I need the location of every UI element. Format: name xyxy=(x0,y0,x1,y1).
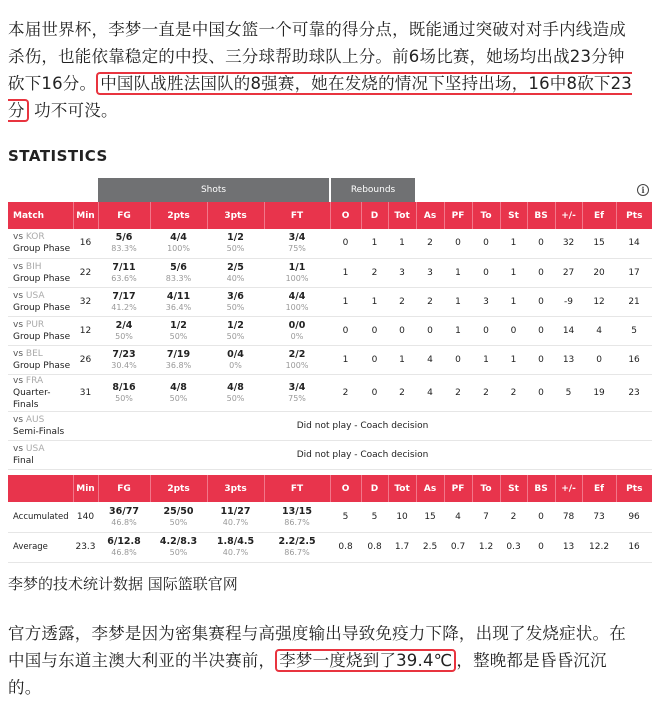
opponent-code: BIH xyxy=(25,261,42,272)
column-header: St xyxy=(500,202,527,229)
shot-made-attempted: 3/4 xyxy=(288,232,306,244)
stat-cell-ef: 73 xyxy=(582,502,616,532)
stat-cell-bs: 0 xyxy=(527,374,555,411)
stat-cell-tot: 1.7 xyxy=(388,532,416,562)
vs-label: vs xyxy=(13,375,24,386)
statistics-table-container xyxy=(8,178,645,557)
shot-cell xyxy=(98,287,150,316)
shot-cell xyxy=(207,316,264,345)
phase-label: Group Phase xyxy=(13,360,71,371)
vs-label: vs xyxy=(13,348,24,359)
opponent-code: KOR xyxy=(25,232,45,243)
stat-cell-tot: 1 xyxy=(388,229,416,258)
stat-cell-ef: 12 xyxy=(582,287,616,316)
minutes-cell: 26 xyxy=(73,345,98,374)
shot-percentage: 0% xyxy=(290,331,304,341)
shot-percentage: 36.4% xyxy=(165,302,192,312)
stat-cell-pts: 96 xyxy=(616,502,652,532)
stat-cell-to: 0 xyxy=(472,258,500,287)
shot-percentage: 36.8% xyxy=(165,360,192,370)
phase-label: Quarter-Finals xyxy=(13,387,51,410)
totals-label: Average xyxy=(8,532,73,562)
minutes-cell: 31 xyxy=(73,374,98,411)
vs-label: vs xyxy=(13,443,24,454)
shot-made-attempted: 0/4 xyxy=(227,348,244,360)
shot-cell xyxy=(98,502,150,532)
stat-cell-pf: 1 xyxy=(444,258,472,287)
game-rows xyxy=(8,229,652,411)
stat-cell-as: 4 xyxy=(416,374,444,411)
phase-label: Semi-Finals xyxy=(13,426,65,437)
shot-made-attempted: 2/5 xyxy=(227,261,244,273)
stat-cell-o: 1 xyxy=(330,258,361,287)
stat-cell-tot: 1 xyxy=(388,345,416,374)
column-header: +/- xyxy=(555,202,582,229)
stat-cell-pts: 14 xyxy=(616,229,652,258)
shot-percentage: 50% xyxy=(226,331,245,341)
shot-made-attempted: 2/2 xyxy=(288,348,306,360)
stat-cell-pts: 23 xyxy=(616,374,652,411)
shot-percentage: 83.3% xyxy=(111,244,137,254)
info-icon[interactable]: i xyxy=(637,184,649,196)
shot-percentage: 75% xyxy=(288,393,306,403)
shot-made-attempted: 36/77 xyxy=(109,505,139,517)
shot-made-attempted: 1/2 xyxy=(227,319,244,331)
group-header-rebounds: Rebounds xyxy=(330,178,416,202)
column-header: Tot xyxy=(388,202,416,229)
shot-made-attempted: 2.2/2.5 xyxy=(278,536,316,547)
shot-made-attempted: 4/8 xyxy=(227,381,244,393)
column-header: Ef xyxy=(582,202,616,229)
paragraph-1-tail: 功不可没。 xyxy=(28,101,118,120)
vs-label: vs xyxy=(13,261,24,272)
stat-cell-pf: 1 xyxy=(444,287,472,316)
totals-row xyxy=(8,532,652,562)
shot-made-attempted: 25/50 xyxy=(163,505,194,517)
column-header: FT xyxy=(264,475,330,502)
shot-percentage: 50% xyxy=(169,548,188,557)
totals-header xyxy=(8,475,652,502)
shot-made-attempted: 2/4 xyxy=(115,319,133,331)
shot-percentage: 50% xyxy=(226,302,245,312)
table-row xyxy=(8,345,652,374)
stat-cell-as: 2.5 xyxy=(416,532,444,562)
stat-cell-pf: 0.7 xyxy=(444,532,472,562)
stat-cell-ef: 12.2 xyxy=(582,532,616,562)
shot-cell xyxy=(150,316,207,345)
stat-cell-bs: 0 xyxy=(527,502,555,532)
shot-cell xyxy=(98,258,150,287)
stat-cell-ef: 4 xyxy=(582,316,616,345)
column-header: Min xyxy=(73,475,98,502)
shot-cell xyxy=(207,287,264,316)
stat-cell-bs: 0 xyxy=(527,258,555,287)
shot-percentage: 50% xyxy=(115,331,133,341)
shot-cell xyxy=(207,532,264,562)
shot-made-attempted: 1.8/4.5 xyxy=(216,536,255,547)
shot-cell xyxy=(264,374,330,411)
shot-percentage: 50% xyxy=(226,244,245,254)
column-header: 2pts xyxy=(150,202,207,229)
shot-made-attempted: 4.2/8.3 xyxy=(159,536,198,547)
column-header: 2pts xyxy=(150,475,207,502)
table-row xyxy=(8,374,652,411)
shot-cell xyxy=(207,229,264,258)
stat-cell-d: 0 xyxy=(361,345,388,374)
shot-made-attempted: 13/15 xyxy=(282,505,312,517)
shot-cell xyxy=(150,374,207,411)
stat-cell-pf: 0 xyxy=(444,229,472,258)
vs-label: vs xyxy=(13,290,24,301)
shot-made-attempted: 4/11 xyxy=(166,290,191,302)
header-row xyxy=(8,475,652,502)
highlighted-sentence-1: 中国队战胜法国队的8强赛，她在发烧的情况下坚持出场，16中8砍下23分 xyxy=(8,74,632,120)
shot-percentage: 50% xyxy=(169,331,188,341)
stat-cell-ef: 19 xyxy=(582,374,616,411)
shot-cell xyxy=(207,258,264,287)
match-cell xyxy=(8,345,73,374)
column-header: D xyxy=(361,475,388,502)
group-header-shots: Shots xyxy=(98,178,330,202)
table-row xyxy=(8,287,652,316)
column-header: 3pts xyxy=(207,202,264,229)
column-header: O xyxy=(330,202,361,229)
stat-cell-pf: 4 xyxy=(444,502,472,532)
stat-cell-st: 1 xyxy=(500,287,527,316)
column-header: 3pts xyxy=(207,475,264,502)
stat-cell-bs: 0 xyxy=(527,532,555,562)
match-cell xyxy=(8,440,73,469)
stat-cell-tot: 3 xyxy=(388,258,416,287)
stat-cell-bs: 0 xyxy=(527,287,555,316)
phase-label: Final xyxy=(13,455,34,466)
stat-cell-ef: 20 xyxy=(582,258,616,287)
stat-cell-pts: 17 xyxy=(616,258,652,287)
shot-cell xyxy=(150,502,207,532)
shot-made-attempted: 8/16 xyxy=(112,381,136,393)
stat-cell-pm: -9 xyxy=(555,287,582,316)
shot-percentage: 46.8% xyxy=(111,517,137,527)
paragraph-1-text: 本届世界杯，李梦一直是中国女篮一个可靠的得分点，既能通过突破对对手内线造成杀伤，也能依靠稳定的中投、三分球帮助球队上分。前6场比赛，她场均出战23分钟砍下16分。 xyxy=(8,20,626,93)
stat-cell-st: 2 xyxy=(500,374,527,411)
column-header: +/- xyxy=(555,475,582,502)
shot-cell xyxy=(98,532,150,562)
opponent-code: FRA xyxy=(25,375,44,386)
header-blank xyxy=(8,475,73,502)
minutes-cell: 12 xyxy=(73,316,98,345)
column-header: O xyxy=(330,475,361,502)
shot-percentage: 41.2% xyxy=(111,302,137,312)
stat-cell-d: 5 xyxy=(361,502,388,532)
stat-cell-pm: 78 xyxy=(555,502,582,532)
stat-cell-to: 7 xyxy=(472,502,500,532)
stat-cell-tot: 10 xyxy=(388,502,416,532)
shot-percentage: 50% xyxy=(169,393,188,403)
stat-cell-pts: 21 xyxy=(616,287,652,316)
stat-cell-d: 0 xyxy=(361,316,388,345)
stat-cell-as: 3 xyxy=(416,258,444,287)
minutes-cell: 16 xyxy=(73,229,98,258)
shot-percentage: 75% xyxy=(288,244,306,254)
shot-cell xyxy=(207,502,264,532)
column-header: To xyxy=(472,202,500,229)
shot-cell xyxy=(264,502,330,532)
article-paragraph-1 xyxy=(8,16,632,124)
shot-cell xyxy=(264,229,330,258)
shot-percentage: 50% xyxy=(115,393,133,403)
shot-made-attempted: 3/4 xyxy=(288,381,306,393)
stat-cell-o: 1 xyxy=(330,287,361,316)
table-caption: 李梦的技术统计数据 国际篮联官网 xyxy=(8,575,238,593)
phase-label: Group Phase xyxy=(13,331,71,342)
shot-percentage: 100% xyxy=(285,302,309,312)
stat-cell-to: 1 xyxy=(472,345,500,374)
shot-percentage: 100% xyxy=(167,244,190,254)
opponent-code: AUS xyxy=(25,414,45,425)
vs-label: vs xyxy=(13,414,24,425)
stat-cell-pf: 1 xyxy=(444,316,472,345)
column-header: Tot xyxy=(388,475,416,502)
minutes-cell: 140 xyxy=(73,502,98,532)
match-cell xyxy=(8,411,73,440)
stat-cell-pf: 2 xyxy=(444,374,472,411)
stat-cell-pts: 5 xyxy=(616,316,652,345)
shot-percentage: 30.4% xyxy=(111,360,137,370)
stat-cell-as: 0 xyxy=(416,316,444,345)
minutes-cell: 22 xyxy=(73,258,98,287)
stat-cell-d: 0.8 xyxy=(361,532,388,562)
table-row xyxy=(8,229,652,258)
stat-cell-pm: 32 xyxy=(555,229,582,258)
stat-cell-st: 2 xyxy=(500,502,527,532)
statistics-table xyxy=(8,178,652,563)
match-cell xyxy=(8,229,73,258)
column-header: PF xyxy=(444,202,472,229)
stat-cell-d: 1 xyxy=(361,287,388,316)
column-header: Pts xyxy=(616,475,652,502)
shot-percentage: 40.7% xyxy=(222,548,249,557)
shot-cell xyxy=(264,345,330,374)
minutes-cell: 32 xyxy=(73,287,98,316)
shot-percentage: 100% xyxy=(285,360,309,370)
column-group-row xyxy=(8,178,652,202)
stat-cell-o: 1 xyxy=(330,345,361,374)
shot-made-attempted: 3/6 xyxy=(227,290,244,302)
stat-cell-pm: 13 xyxy=(555,532,582,562)
table-header xyxy=(8,202,652,229)
shot-cell xyxy=(207,374,264,411)
shot-cell xyxy=(98,374,150,411)
vs-label: vs xyxy=(13,319,24,330)
minutes-cell: 23.3 xyxy=(73,532,98,562)
stat-cell-st: 0 xyxy=(500,316,527,345)
shot-made-attempted: 4/4 xyxy=(170,232,187,244)
column-header: FT xyxy=(264,202,330,229)
match-cell xyxy=(8,316,73,345)
column-header: Match xyxy=(8,202,73,229)
table-row xyxy=(8,316,652,345)
stat-cell-to: 1.2 xyxy=(472,532,500,562)
shot-percentage: 0% xyxy=(229,360,242,370)
total-rows xyxy=(8,502,652,562)
stat-cell-as: 4 xyxy=(416,345,444,374)
shot-made-attempted: 4/8 xyxy=(170,381,187,393)
stat-cell-pm: 14 xyxy=(555,316,582,345)
shot-made-attempted: 7/19 xyxy=(166,348,191,360)
shot-made-attempted: 7/17 xyxy=(112,290,136,302)
stat-cell-tot: 2 xyxy=(388,287,416,316)
header-row xyxy=(8,202,652,229)
stat-cell-st: 1 xyxy=(500,258,527,287)
column-header: D xyxy=(361,202,388,229)
column-header: As xyxy=(416,202,444,229)
column-header: BS xyxy=(527,475,555,502)
shot-percentage: 50% xyxy=(226,393,245,403)
stat-cell-d: 0 xyxy=(361,374,388,411)
shot-percentage: 83.3% xyxy=(165,273,192,283)
shot-percentage: 50% xyxy=(169,517,188,527)
totals-row xyxy=(8,502,652,532)
stat-cell-o: 0 xyxy=(330,316,361,345)
phase-label: Group Phase xyxy=(13,302,71,313)
shot-made-attempted: 4/4 xyxy=(288,290,306,302)
table-row xyxy=(8,258,652,287)
shot-cell xyxy=(150,287,207,316)
stat-cell-to: 0 xyxy=(472,229,500,258)
phase-label: Group Phase xyxy=(13,273,71,284)
shot-cell xyxy=(150,258,207,287)
paragraph-2-text: 官方透露，李梦是因为密集赛程与高强度输出导致免疫力下降，出现了发烧症状。在中国与东道主澳大利亚的半决赛前， xyxy=(8,624,626,670)
shot-cell xyxy=(264,287,330,316)
shot-made-attempted: 5/6 xyxy=(170,261,187,273)
shot-made-attempted: 7/23 xyxy=(112,348,136,360)
stat-cell-bs: 0 xyxy=(527,229,555,258)
column-header: BS xyxy=(527,202,555,229)
shot-made-attempted: 1/2 xyxy=(170,319,187,331)
shot-percentage: 40% xyxy=(226,273,245,283)
shot-percentage: 46.8% xyxy=(111,548,137,557)
stat-cell-ef: 0 xyxy=(582,345,616,374)
shot-cell xyxy=(264,532,330,562)
stat-cell-bs: 0 xyxy=(527,316,555,345)
opponent-code: USA xyxy=(25,443,45,454)
shot-made-attempted: 0/0 xyxy=(288,319,306,331)
opponent-code: BEL xyxy=(25,348,43,359)
opponent-code: USA xyxy=(25,290,45,301)
shot-cell xyxy=(264,258,330,287)
match-cell xyxy=(8,287,73,316)
shot-percentage: 86.7% xyxy=(284,517,310,527)
stat-cell-as: 2 xyxy=(416,287,444,316)
table-row xyxy=(8,411,652,440)
stat-cell-pts: 16 xyxy=(616,532,652,562)
stat-cell-o: 5 xyxy=(330,502,361,532)
shot-made-attempted: 1/2 xyxy=(227,232,244,244)
article-paragraph-2 xyxy=(8,620,632,701)
column-header: St xyxy=(500,475,527,502)
shot-cell xyxy=(98,345,150,374)
dnp-rows xyxy=(8,411,652,469)
stat-cell-st: 1 xyxy=(500,229,527,258)
did-not-play-note: Did not play - Coach decision xyxy=(73,440,652,469)
stat-cell-st: 1 xyxy=(500,345,527,374)
stat-cell-pm: 13 xyxy=(555,345,582,374)
shot-percentage: 63.6% xyxy=(111,273,137,283)
shot-cell xyxy=(150,229,207,258)
phase-label: Group Phase xyxy=(13,244,71,255)
stat-cell-to: 0 xyxy=(472,316,500,345)
shot-made-attempted: 7/11 xyxy=(112,261,136,273)
column-header: Pts xyxy=(616,202,652,229)
table-row xyxy=(8,440,652,469)
shot-cell xyxy=(98,229,150,258)
stat-cell-pm: 27 xyxy=(555,258,582,287)
stat-cell-st: 0.3 xyxy=(500,532,527,562)
paragraph-2-tail: ，整晚都是昏昏沉沉的。 xyxy=(8,651,607,697)
stat-cell-pf: 0 xyxy=(444,345,472,374)
shot-percentage: 40.7% xyxy=(222,517,249,527)
stat-cell-as: 2 xyxy=(416,229,444,258)
stat-cell-pm: 5 xyxy=(555,374,582,411)
vs-label: vs xyxy=(13,232,24,243)
stat-cell-ef: 15 xyxy=(582,229,616,258)
stat-cell-bs: 0 xyxy=(527,345,555,374)
stat-cell-to: 3 xyxy=(472,287,500,316)
column-header: Min xyxy=(73,202,98,229)
stat-cell-pts: 16 xyxy=(616,345,652,374)
shot-cell xyxy=(264,316,330,345)
stat-cell-as: 15 xyxy=(416,502,444,532)
stat-cell-to: 2 xyxy=(472,374,500,411)
column-header: PF xyxy=(444,475,472,502)
shot-made-attempted: 1/1 xyxy=(288,261,306,273)
stat-cell-o: 0 xyxy=(330,229,361,258)
shot-percentage: 86.7% xyxy=(284,548,310,557)
column-header: To xyxy=(472,475,500,502)
statistics-title: STATISTICS xyxy=(8,147,108,165)
match-cell xyxy=(8,374,73,411)
shot-made-attempted: 11/27 xyxy=(220,505,251,517)
column-header: As xyxy=(416,475,444,502)
stat-cell-tot: 0 xyxy=(388,316,416,345)
opponent-code: PUR xyxy=(25,319,45,330)
shot-cell xyxy=(150,532,207,562)
highlighted-sentence-2: 李梦一度烧到了39.4℃ xyxy=(275,649,456,672)
stat-cell-tot: 2 xyxy=(388,374,416,411)
shot-made-attempted: 5/6 xyxy=(115,232,133,244)
shot-made-attempted: 6/12.8 xyxy=(107,536,141,547)
shot-cell xyxy=(207,345,264,374)
stat-cell-d: 1 xyxy=(361,229,388,258)
column-header: FG xyxy=(98,475,150,502)
match-cell xyxy=(8,258,73,287)
stat-cell-o: 0.8 xyxy=(330,532,361,562)
column-header: FG xyxy=(98,202,150,229)
did-not-play-note: Did not play - Coach decision xyxy=(73,411,652,440)
shot-percentage: 100% xyxy=(285,273,309,283)
shot-cell xyxy=(150,345,207,374)
shot-cell xyxy=(98,316,150,345)
stat-cell-o: 2 xyxy=(330,374,361,411)
totals-label: Accumulated xyxy=(8,502,73,532)
column-header: Ef xyxy=(582,475,616,502)
stat-cell-d: 2 xyxy=(361,258,388,287)
